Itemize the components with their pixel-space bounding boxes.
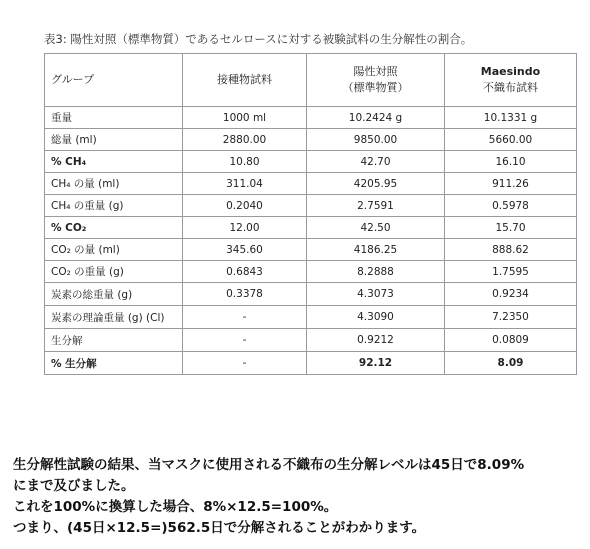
- cell-maesindo: 0.5978: [445, 195, 577, 217]
- cell-maesindo: 16.10: [445, 151, 577, 173]
- cell-inoculum: 311.04: [183, 173, 307, 195]
- cell-positive: 4186.25: [307, 239, 445, 261]
- row-label: 生分解: [45, 329, 183, 352]
- header-maesindo-line1: Maesindo: [480, 65, 541, 78]
- cell-positive: 2.7591: [307, 195, 445, 217]
- row-label: CO₂ の重量 (g): [45, 261, 183, 283]
- table-row: [45, 173, 577, 195]
- cell-positive: 4.3073: [307, 283, 445, 306]
- table-row: [45, 107, 577, 129]
- cell-inoculum: -: [183, 306, 307, 329]
- cell-positive: 0.9212: [307, 329, 445, 352]
- table-row: [45, 217, 577, 239]
- header-positive-control: [307, 54, 445, 107]
- cell-positive: 92.12: [307, 352, 445, 375]
- conclusion-line-2: にまで及びました。: [13, 478, 135, 494]
- biodegradability-table: [44, 53, 577, 375]
- row-label: 炭素の理論重量 (g) (Cl): [45, 306, 183, 329]
- cell-inoculum: -: [183, 329, 307, 352]
- header-maesindo: [445, 54, 577, 107]
- cell-inoculum: 1000 ml: [183, 107, 307, 129]
- row-label: 炭素の総重量 (g): [45, 283, 183, 306]
- cell-maesindo: 15.70: [445, 217, 577, 239]
- row-label: CH₄ の量 (ml): [45, 173, 183, 195]
- table-row: [45, 329, 577, 352]
- table-row: [45, 239, 577, 261]
- conclusion-text: [13, 455, 524, 539]
- cell-positive: 4.3090: [307, 306, 445, 329]
- row-label: CH₄ の重量 (g): [45, 195, 183, 217]
- row-label: 重量: [45, 107, 183, 129]
- header-positive-line2: （標準物質）: [342, 81, 409, 94]
- cell-maesindo: 7.2350: [445, 306, 577, 329]
- table-row: [45, 261, 577, 283]
- cell-maesindo: 1.7595: [445, 261, 577, 283]
- table-row: [45, 283, 577, 306]
- row-label: % 生分解: [45, 352, 183, 375]
- cell-inoculum: 12.00: [183, 217, 307, 239]
- cell-inoculum: 0.6843: [183, 261, 307, 283]
- row-label: CO₂ の量 (ml): [45, 239, 183, 261]
- table-row: [45, 195, 577, 217]
- row-label: % CO₂: [45, 217, 183, 239]
- row-label: 総量 (ml): [45, 129, 183, 151]
- conclusion-line-4: つまり、(45日×12.5=)562.5日で分解されることがわかります。: [13, 520, 426, 536]
- cell-maesindo: 0.0809: [445, 329, 577, 352]
- cell-inoculum: 345.60: [183, 239, 307, 261]
- cell-positive: 9850.00: [307, 129, 445, 151]
- header-maesindo-line2: 不織布試料: [483, 81, 538, 94]
- cell-positive: 42.50: [307, 217, 445, 239]
- cell-maesindo: 888.62: [445, 239, 577, 261]
- header-group: グループ: [45, 54, 183, 107]
- header-positive-line1: 陽性対照: [353, 65, 398, 78]
- cell-positive: 8.2888: [307, 261, 445, 283]
- cell-inoculum: 2880.00: [183, 129, 307, 151]
- conclusion-line-1: 生分解性試験の結果、当マスクに使用される不織布の生分解レベルは45日で8.09%: [13, 457, 525, 473]
- header-inoculum: 接種物試料: [183, 54, 307, 107]
- row-label: % CH₄: [45, 151, 183, 173]
- table-row: [45, 352, 577, 375]
- cell-maesindo: 10.1331 g: [445, 107, 577, 129]
- cell-maesindo: 0.9234: [445, 283, 577, 306]
- conclusion-line-3: これを100%に換算した場合、8%×12.5=100%。: [13, 499, 338, 515]
- table-row: [45, 306, 577, 329]
- cell-maesindo: 8.09: [445, 352, 577, 375]
- table-header-row: [45, 54, 577, 107]
- cell-inoculum: -: [183, 352, 307, 375]
- cell-inoculum: 0.3378: [183, 283, 307, 306]
- table-row: [45, 151, 577, 173]
- table-caption: 表3: 陽性対照（標準物質）であるセルロースに対する被験試料の生分解性の割合。: [44, 32, 473, 46]
- cell-inoculum: 10.80: [183, 151, 307, 173]
- cell-maesindo: 911.26: [445, 173, 577, 195]
- cell-inoculum: 0.2040: [183, 195, 307, 217]
- cell-positive: 4205.95: [307, 173, 445, 195]
- cell-positive: 42.70: [307, 151, 445, 173]
- cell-positive: 10.2424 g: [307, 107, 445, 129]
- cell-maesindo: 5660.00: [445, 129, 577, 151]
- table-row: [45, 129, 577, 151]
